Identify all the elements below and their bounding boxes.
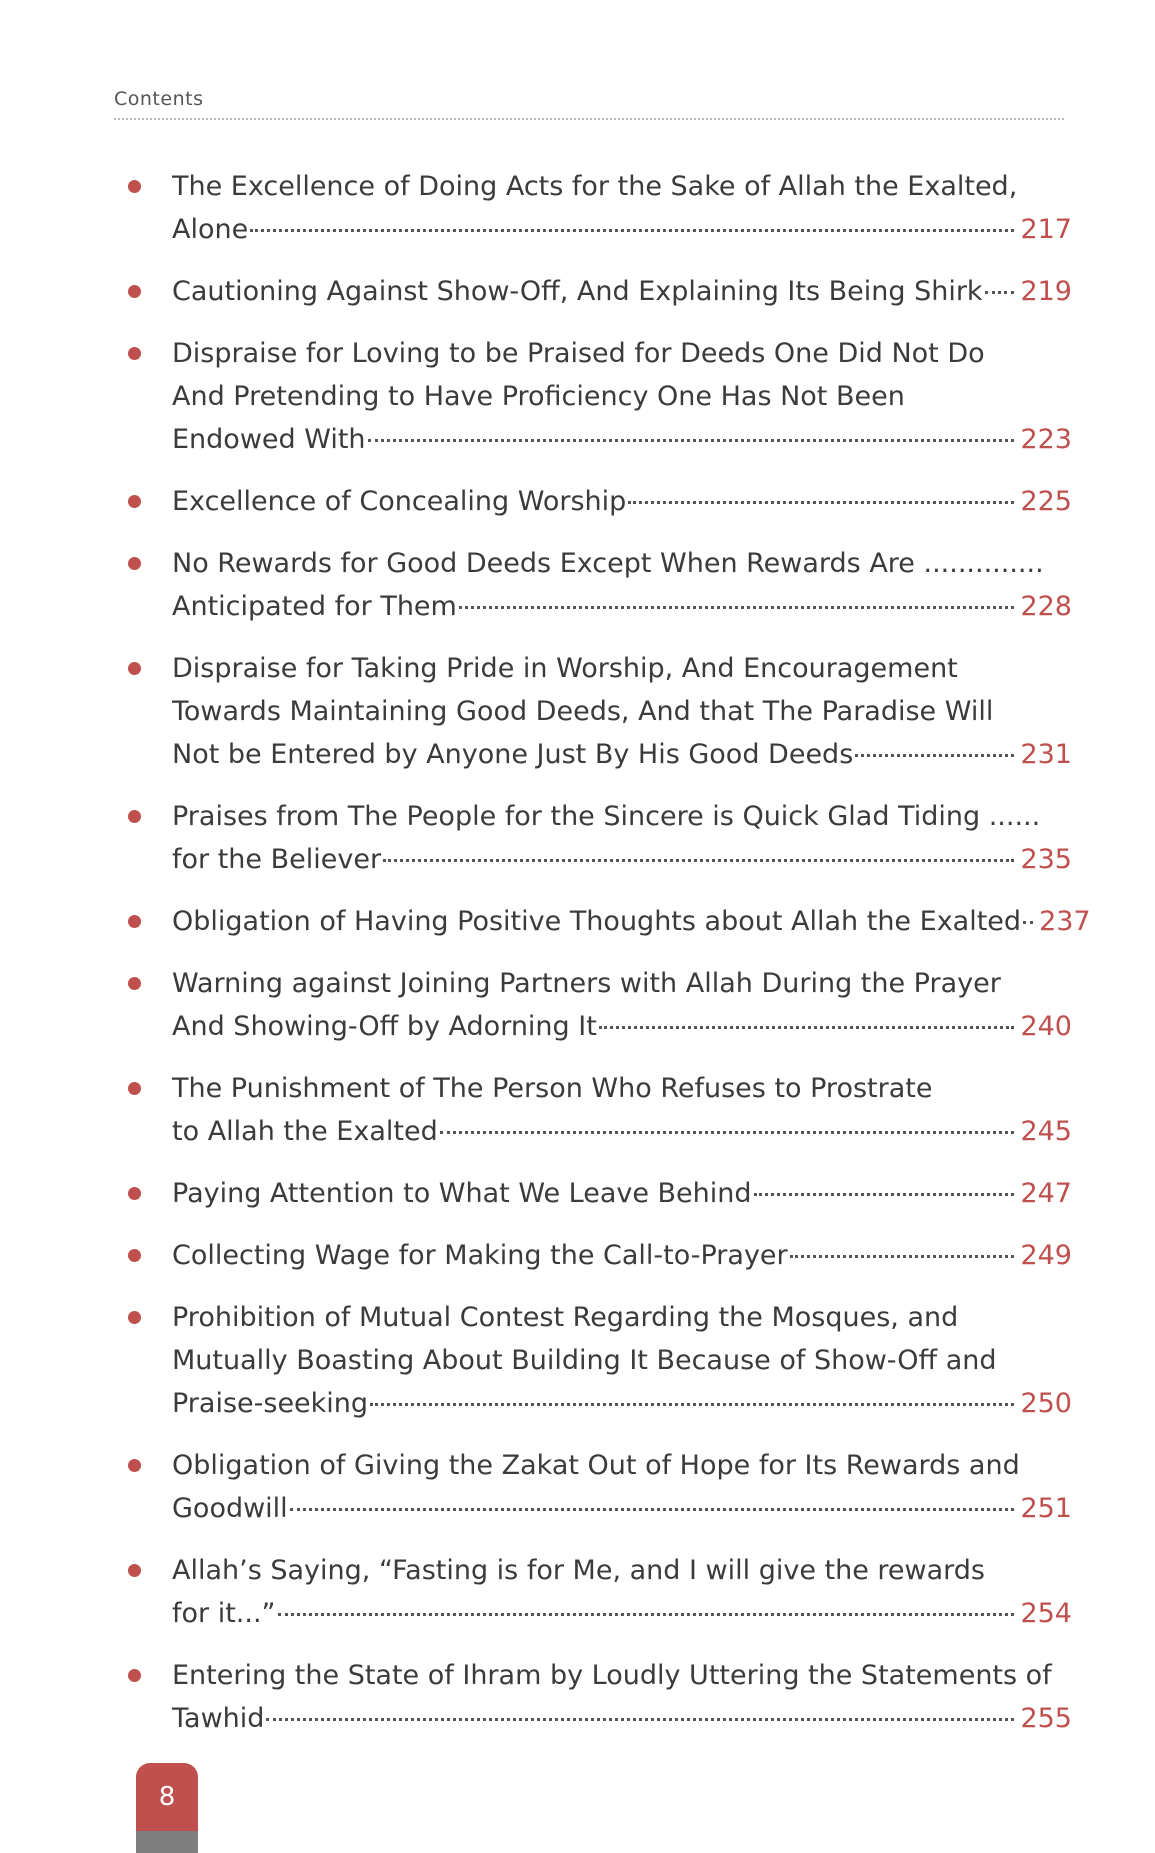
toc-entry <box>128 1172 1072 1215</box>
toc-entry-line: Prohibition of Mutual Contest Regarding the Mosques, and <box>172 1302 959 1333</box>
dot-leader <box>250 229 1014 232</box>
toc-entry-last-line <box>172 1234 1072 1277</box>
toc-entry-line: The Excellence of Doing Acts for the Sake of Allah the Exalted, <box>172 171 1018 202</box>
toc-entry-line: No Rewards for Good Deeds Except When Rewards Are .............. <box>172 548 1044 579</box>
bullet-icon <box>128 1187 141 1200</box>
toc-page-number: 228 <box>1020 591 1072 622</box>
bullet-icon <box>128 1082 141 1095</box>
toc-entry-last-line <box>172 1110 1072 1153</box>
toc-entry-line: Entering the State of Ihram by Loudly Uttering the Statements of <box>172 1660 1052 1691</box>
dot-leader <box>1023 921 1033 924</box>
bullet-icon <box>128 285 141 298</box>
toc-page-number: 235 <box>1020 844 1072 875</box>
toc-entry-last-line <box>172 733 1072 776</box>
toc-page-number: 245 <box>1020 1116 1072 1147</box>
dot-leader <box>754 1193 1015 1196</box>
toc-entry <box>128 1654 1072 1740</box>
toc-entry-line: Warning against Joining Partners with Allah During the Prayer <box>172 968 1001 999</box>
toc-entry-last-line <box>172 480 1072 523</box>
toc-entry <box>128 480 1072 523</box>
toc-entry-line: to Allah the Exalted <box>172 1116 438 1147</box>
toc-entry <box>128 1234 1072 1277</box>
toc-page-number: 251 <box>1020 1493 1072 1524</box>
page-tab-base <box>136 1831 198 1853</box>
toc-entry-line: Dispraise for Loving to be Praised for Deeds One Did Not Do <box>172 338 985 369</box>
dot-leader <box>266 1718 1014 1721</box>
header-title: Contents <box>114 88 204 110</box>
toc-entry <box>128 1444 1072 1530</box>
bullet-icon <box>128 557 141 570</box>
dot-leader <box>985 291 1015 294</box>
dot-leader <box>790 1255 1015 1258</box>
bullet-icon <box>128 977 141 990</box>
toc-entry-last-line <box>172 1172 1072 1215</box>
toc-entry <box>128 1549 1072 1635</box>
bullet-icon <box>128 180 141 193</box>
bullet-icon <box>128 1564 141 1577</box>
toc-entry-line: Alone <box>172 214 249 245</box>
toc-entry-line: Paying Attention to What We Leave Behind <box>172 1178 752 1209</box>
dot-leader <box>278 1613 1015 1616</box>
toc-page-number: 255 <box>1020 1703 1072 1734</box>
toc-entry <box>128 795 1072 881</box>
toc-entry-line: Cautioning Against Show-Off, And Explaining Its Being Shirk <box>172 276 983 307</box>
toc-page-number: 223 <box>1020 424 1072 455</box>
toc-entry-line: Endowed With <box>172 424 366 455</box>
toc-entry-line: Anticipated for Them <box>172 591 457 622</box>
toc-entry-last-line <box>172 1005 1072 1048</box>
toc-entry-line: Not be Entered by Anyone Just By His Good Deeds <box>172 739 854 770</box>
toc-entry-line: Excellence of Concealing Worship <box>172 486 627 517</box>
dot-leader <box>383 859 1014 862</box>
bullet-icon <box>128 915 141 928</box>
running-header <box>114 88 1064 120</box>
bullet-icon <box>128 1249 141 1262</box>
page-number-tab <box>136 1763 198 1831</box>
bullet-icon <box>128 810 141 823</box>
toc-entry-last-line <box>172 585 1072 628</box>
toc-entry-line: Goodwill <box>172 1493 288 1524</box>
toc-page-number: 225 <box>1020 486 1072 517</box>
toc-entry <box>128 900 1091 943</box>
toc-page-number: 240 <box>1020 1011 1072 1042</box>
toc-entry-line: Praises from The People for the Sincere is Quick Glad Tiding ...... <box>172 801 1041 832</box>
toc-page-number: 219 <box>1020 276 1072 307</box>
bullet-icon <box>128 662 141 675</box>
toc-entry-line: Obligation of Having Positive Thoughts about Allah the Exalted <box>172 906 1022 937</box>
toc-entry <box>128 647 1072 776</box>
toc-page-number: 254 <box>1020 1598 1072 1629</box>
toc-entry-last-line <box>172 270 1072 313</box>
toc-entry-line: Dispraise for Taking Pride in Worship, And Encouragement <box>172 653 958 684</box>
toc-entry <box>128 962 1072 1048</box>
bullet-icon <box>128 1669 141 1682</box>
dot-leader <box>440 1131 1015 1134</box>
dot-leader <box>290 1508 1015 1511</box>
page-number: 8 <box>158 1782 176 1812</box>
bullet-icon <box>128 1311 141 1324</box>
dot-leader <box>628 501 1014 504</box>
dot-leader <box>370 1403 1014 1406</box>
toc-entry-line: for the Believer <box>172 844 382 875</box>
toc-entry-last-line <box>172 1592 1072 1635</box>
toc-entry-line: Obligation of Giving the Zakat Out of Hope for Its Rewards and <box>172 1450 1020 1481</box>
toc-page-number: 250 <box>1020 1388 1072 1419</box>
toc-entry-last-line <box>172 1487 1072 1530</box>
toc-entry-last-line <box>172 1697 1072 1740</box>
toc-page-number: 231 <box>1020 739 1072 770</box>
toc-entry-last-line <box>172 418 1072 461</box>
dot-leader <box>855 754 1014 757</box>
dot-leader <box>368 439 1015 442</box>
dot-leader <box>459 606 1015 609</box>
bullet-icon <box>128 495 141 508</box>
toc-entry-line: Mutually Boasting About Building It Because of Show-Off and <box>172 1345 997 1376</box>
toc-entry-line: Allah’s Saying, “Fasting is for Me, and I will give the rewards <box>172 1555 985 1586</box>
toc-page-number: 249 <box>1020 1240 1072 1271</box>
toc-entry-line: The Punishment of The Person Who Refuses to Prostrate <box>172 1073 933 1104</box>
toc-page-number: 237 <box>1039 906 1091 937</box>
toc-entry <box>128 270 1072 313</box>
toc-page-number: 217 <box>1020 214 1072 245</box>
toc-entry-last-line <box>172 900 1091 943</box>
toc-entry-line: Praise-seeking <box>172 1388 369 1419</box>
toc-entry-line: And Showing-Off by Adorning It <box>172 1011 597 1042</box>
toc-entry-last-line <box>172 1382 1072 1425</box>
toc-entry-line: And Pretending to Have Proficiency One Has Not Been <box>172 381 905 412</box>
bullet-icon <box>128 347 141 360</box>
table-of-contents <box>128 165 1091 1759</box>
toc-entry-last-line <box>172 838 1072 881</box>
toc-entry <box>128 542 1072 628</box>
toc-entry <box>128 165 1072 251</box>
toc-entry-line: Towards Maintaining Good Deeds, And that The Paradise Will <box>172 696 994 727</box>
toc-entry <box>128 332 1072 461</box>
toc-entry-last-line <box>172 208 1072 251</box>
toc-entry <box>128 1296 1072 1425</box>
toc-entry-line: Tawhid <box>172 1703 265 1734</box>
toc-entry-line: Collecting Wage for Making the Call-to-Prayer <box>172 1240 788 1271</box>
bullet-icon <box>128 1459 141 1472</box>
dot-leader <box>599 1026 1015 1029</box>
toc-page-number: 247 <box>1020 1178 1072 1209</box>
toc-entry-line: for it...” <box>172 1598 276 1629</box>
toc-entry <box>128 1067 1072 1153</box>
